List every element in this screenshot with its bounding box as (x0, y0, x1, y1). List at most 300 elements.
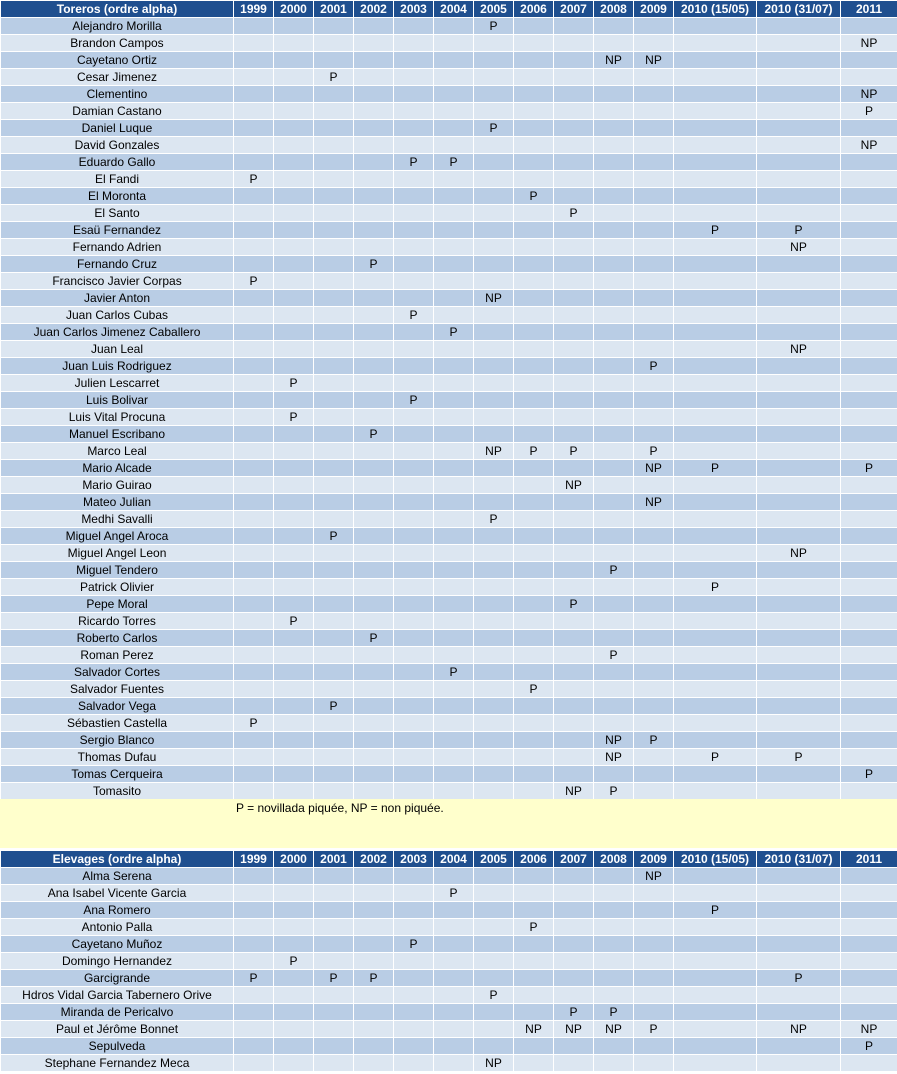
table-cell (394, 919, 434, 936)
table-cell (314, 222, 354, 239)
column-header-year: 2005 (474, 851, 514, 868)
table-row (1, 545, 897, 562)
table-row (1, 375, 897, 392)
table-cell (841, 205, 897, 222)
table-cell: P (394, 392, 434, 409)
table-cell (594, 545, 634, 562)
table-cell (474, 698, 514, 715)
row-name-cell: Salvador Cortes (1, 664, 234, 681)
table-row (1, 307, 897, 324)
row-name-cell: Juan Carlos Cubas (1, 307, 234, 324)
table-cell (234, 103, 274, 120)
table-cell (841, 324, 897, 341)
table-cell (354, 1055, 394, 1072)
row-name-cell: Sergio Blanco (1, 732, 234, 749)
row-name-cell: El Fandi (1, 171, 234, 188)
table-cell: P (234, 715, 274, 732)
table-cell (434, 477, 474, 494)
table-cell (514, 18, 554, 35)
table-cell (354, 409, 394, 426)
table-cell (594, 902, 634, 919)
table-cell (554, 222, 594, 239)
table-cell (474, 86, 514, 103)
row-name-cell: Mateo Julian (1, 494, 234, 511)
table-cell (354, 1038, 394, 1055)
table-cell (594, 392, 634, 409)
column-header-year: 2000 (274, 851, 314, 868)
table-cell: NP (841, 86, 897, 103)
table-cell (234, 681, 274, 698)
table-cell (757, 290, 841, 307)
table-cell (841, 273, 897, 290)
table-cell (514, 732, 554, 749)
table-cell (394, 528, 434, 545)
table-cell (394, 681, 434, 698)
row-name-cell: Damian Castano (1, 103, 234, 120)
table-cell (394, 256, 434, 273)
column-header-year: 2001 (314, 851, 354, 868)
table-cell (234, 392, 274, 409)
table-cell: P (514, 919, 554, 936)
table-cell (634, 562, 674, 579)
table-cell (757, 596, 841, 613)
table-cell (234, 647, 274, 664)
table-cell (554, 120, 594, 137)
table-row (1, 681, 897, 698)
table-cell (354, 358, 394, 375)
table-cell (554, 1055, 594, 1072)
table-cell (674, 1021, 757, 1038)
table-cell (674, 188, 757, 205)
table-cell (514, 154, 554, 171)
table-cell (434, 222, 474, 239)
table-cell (474, 528, 514, 545)
table-cell: P (757, 222, 841, 239)
table-cell (674, 732, 757, 749)
table-cell (634, 86, 674, 103)
column-header-name: Elevages (ordre alpha) (1, 851, 234, 868)
table-cell: P (234, 171, 274, 188)
table-cell (394, 103, 434, 120)
table-cell (841, 18, 897, 35)
column-header-year: 1999 (234, 851, 274, 868)
table-cell: NP (474, 443, 514, 460)
table-cell (434, 137, 474, 154)
table-cell: P (594, 1004, 634, 1021)
table-cell (841, 630, 897, 647)
table-cell: P (394, 307, 434, 324)
table-cell (757, 681, 841, 698)
table-cell (354, 35, 394, 52)
table-cell (594, 1038, 634, 1055)
row-name-cell: Juan Luis Rodriguez (1, 358, 234, 375)
table-cell: NP (634, 868, 674, 885)
table-cell (314, 868, 354, 885)
table-cell (474, 307, 514, 324)
row-name-cell: Cesar Jimenez (1, 69, 234, 86)
table-cell (634, 715, 674, 732)
table-cell (434, 732, 474, 749)
table-cell (474, 885, 514, 902)
table-cell (434, 562, 474, 579)
column-header-year: 2000 (274, 1, 314, 18)
table-row (1, 324, 897, 341)
table-cell (514, 494, 554, 511)
table-row (1, 290, 897, 307)
table-cell (274, 341, 314, 358)
table-cell (514, 307, 554, 324)
table-cell (274, 732, 314, 749)
table-cell (757, 52, 841, 69)
table-cell: P (354, 970, 394, 987)
table-cell (234, 511, 274, 528)
table-cell (274, 1038, 314, 1055)
table-cell (434, 579, 474, 596)
table-row (1, 477, 897, 494)
table-cell (434, 239, 474, 256)
table-cell (554, 902, 594, 919)
table-cell (274, 681, 314, 698)
row-name-cell: Fernando Cruz (1, 256, 234, 273)
table-cell (394, 1055, 434, 1072)
table-cell (594, 1055, 634, 1072)
table-cell (274, 188, 314, 205)
table-cell: NP (634, 494, 674, 511)
table-cell (674, 154, 757, 171)
table-cell (474, 494, 514, 511)
table-cell (841, 307, 897, 324)
table-cell (314, 1021, 354, 1038)
table-cell (514, 358, 554, 375)
table-cell (514, 630, 554, 647)
table-cell (434, 103, 474, 120)
table-cell (474, 749, 514, 766)
table-cell (554, 460, 594, 477)
table-cell (354, 273, 394, 290)
table-cell: P (434, 154, 474, 171)
table-cell (554, 375, 594, 392)
table-cell (674, 120, 757, 137)
table-cell (841, 562, 897, 579)
table-cell (757, 137, 841, 154)
table-cell (594, 613, 634, 630)
table-cell (274, 290, 314, 307)
table-row (1, 460, 897, 477)
table-cell (554, 137, 594, 154)
row-name-cell: Sepulveda (1, 1038, 234, 1055)
table-cell (674, 766, 757, 783)
table-cell (314, 460, 354, 477)
table-cell (474, 137, 514, 154)
table-cell (234, 188, 274, 205)
table-cell (394, 902, 434, 919)
table-cell (841, 528, 897, 545)
table-cell (841, 375, 897, 392)
table-cell (514, 103, 554, 120)
table-cell (354, 579, 394, 596)
table-cell (354, 783, 394, 800)
table-cell (314, 426, 354, 443)
table-cell (314, 307, 354, 324)
table-row (1, 205, 897, 222)
table-cell (234, 120, 274, 137)
table-cell (514, 647, 554, 664)
table-cell (434, 52, 474, 69)
table-cell (554, 392, 594, 409)
table-cell (234, 1004, 274, 1021)
table-cell (554, 273, 594, 290)
table-cell (474, 953, 514, 970)
table-cell (474, 936, 514, 953)
table-cell (474, 392, 514, 409)
table-cell (394, 375, 434, 392)
table-cell (274, 1021, 314, 1038)
table-cell (474, 171, 514, 188)
table-cell (634, 171, 674, 188)
table-cell (514, 52, 554, 69)
table-cell (554, 766, 594, 783)
table-cell (314, 885, 354, 902)
table-cell (634, 766, 674, 783)
table-cell (394, 290, 434, 307)
table-cell (314, 545, 354, 562)
table-cell (594, 103, 634, 120)
table-cell (554, 936, 594, 953)
table-cell (674, 392, 757, 409)
table-cell (354, 1021, 394, 1038)
table-cell (434, 460, 474, 477)
table-cell: P (757, 749, 841, 766)
table-cell (274, 35, 314, 52)
row-name-cell: Clementino (1, 86, 234, 103)
table-cell (674, 86, 757, 103)
table-cell (394, 885, 434, 902)
table-cell (757, 120, 841, 137)
table-cell (514, 324, 554, 341)
table-cell (274, 52, 314, 69)
table-cell (554, 86, 594, 103)
table-cell (314, 749, 354, 766)
table-cell: P (674, 579, 757, 596)
table-cell (394, 698, 434, 715)
table-cell (514, 1038, 554, 1055)
table-cell (314, 494, 354, 511)
table-cell (674, 987, 757, 1004)
table-cell (634, 596, 674, 613)
table-cell (474, 324, 514, 341)
table-cell: P (674, 902, 757, 919)
table-cell (757, 188, 841, 205)
table-cell (354, 392, 394, 409)
table-cell (354, 494, 394, 511)
table-cell (841, 970, 897, 987)
table-cell (354, 205, 394, 222)
row-name-cell: Garcigrande (1, 970, 234, 987)
table-cell (674, 494, 757, 511)
table-cell (841, 647, 897, 664)
table-cell: NP (594, 1021, 634, 1038)
table-cell (634, 953, 674, 970)
table-cell (634, 409, 674, 426)
row-name-cell: Sébastien Castella (1, 715, 234, 732)
row-name-cell: Fernando Adrien (1, 239, 234, 256)
table-cell (314, 783, 354, 800)
table-cell (314, 919, 354, 936)
table-cell: P (841, 766, 897, 783)
column-header-year: 2001 (314, 1, 354, 18)
table-cell (434, 868, 474, 885)
table-cell (841, 494, 897, 511)
row-name-cell: Patrick Olivier (1, 579, 234, 596)
table-row (1, 358, 897, 375)
row-name-cell: Roman Perez (1, 647, 234, 664)
table-cell (594, 307, 634, 324)
table-cell: P (594, 783, 634, 800)
table-cell (514, 69, 554, 86)
table-cell (434, 953, 474, 970)
column-header-year: 2006 (514, 1, 554, 18)
table-cell (514, 766, 554, 783)
column-header-year: 2004 (434, 1, 474, 18)
table-cell (234, 375, 274, 392)
table-cell (757, 307, 841, 324)
row-name-cell: Paul et Jérôme Bonnet (1, 1021, 234, 1038)
table-cell (354, 749, 394, 766)
table-cell (434, 18, 474, 35)
table-cell: P (314, 698, 354, 715)
table-cell (274, 919, 314, 936)
table-cell (634, 1038, 674, 1055)
table-row (1, 222, 897, 239)
table-cell (354, 766, 394, 783)
row-name-cell: Thomas Dufau (1, 749, 234, 766)
table-cell (314, 358, 354, 375)
table-cell (274, 647, 314, 664)
table-cell (634, 902, 674, 919)
row-name-cell: Domingo Hernandez (1, 953, 234, 970)
table-cell (354, 987, 394, 1004)
column-header-year: 2010 (31/07) (757, 851, 841, 868)
table-cell (554, 545, 594, 562)
table-cell (594, 273, 634, 290)
table-cell (354, 562, 394, 579)
table-cell (474, 1021, 514, 1038)
table-cell (234, 324, 274, 341)
table-cell (674, 511, 757, 528)
table-cell (354, 188, 394, 205)
table-cell (674, 698, 757, 715)
table-cell (841, 120, 897, 137)
table-cell (394, 1004, 434, 1021)
table-cell (354, 919, 394, 936)
table-cell (234, 885, 274, 902)
table-cell: P (234, 273, 274, 290)
table-cell (594, 698, 634, 715)
table-cell (841, 596, 897, 613)
table-cell (554, 18, 594, 35)
table-cell (674, 375, 757, 392)
table-cell: P (554, 1004, 594, 1021)
table-cell (554, 681, 594, 698)
table-cell (634, 290, 674, 307)
table-cell (394, 443, 434, 460)
table-cell (514, 460, 554, 477)
table-cell (841, 290, 897, 307)
table-cell (841, 239, 897, 256)
table-cell (434, 936, 474, 953)
table-cell (394, 647, 434, 664)
table-cell (554, 630, 594, 647)
table-cell (394, 120, 434, 137)
table-cell (354, 154, 394, 171)
table-cell (274, 443, 314, 460)
table-row (1, 137, 897, 154)
table-cell (634, 1055, 674, 1072)
table-cell (474, 256, 514, 273)
table-cell (354, 103, 394, 120)
table-cell (554, 290, 594, 307)
table-cell (514, 137, 554, 154)
table-cell (434, 188, 474, 205)
table-cell (474, 103, 514, 120)
table-cell (394, 987, 434, 1004)
table-row (1, 273, 897, 290)
table-cell (634, 188, 674, 205)
table-cell (594, 919, 634, 936)
row-name-cell: El Santo (1, 205, 234, 222)
table-cell (434, 698, 474, 715)
table-cell (434, 256, 474, 273)
table-cell (841, 154, 897, 171)
table-cell (234, 987, 274, 1004)
table-cell (474, 868, 514, 885)
table-cell (634, 154, 674, 171)
table-cell (634, 426, 674, 443)
column-header-year: 2011 (841, 851, 897, 868)
table-cell (841, 341, 897, 358)
table-cell: NP (594, 732, 634, 749)
table-cell (757, 205, 841, 222)
table-cell: NP (841, 35, 897, 52)
table-cell (757, 766, 841, 783)
table-cell (394, 52, 434, 69)
table-cell (674, 69, 757, 86)
table-cell (354, 52, 394, 69)
table-cell (757, 426, 841, 443)
table-cell (274, 137, 314, 154)
table-cell (554, 562, 594, 579)
table-cell (474, 188, 514, 205)
table-cell (354, 664, 394, 681)
table-cell (474, 579, 514, 596)
table-cell (394, 86, 434, 103)
column-header-year: 2008 (594, 1, 634, 18)
table-cell (394, 732, 434, 749)
table-cell (354, 460, 394, 477)
table-cell (234, 528, 274, 545)
table-cell (674, 868, 757, 885)
column-header-name: Toreros (ordre alpha) (1, 1, 234, 18)
table-cell (514, 1055, 554, 1072)
table-cell (514, 290, 554, 307)
table-cell (474, 545, 514, 562)
table-cell (434, 171, 474, 188)
table-cell: P (354, 426, 394, 443)
table-cell (314, 35, 354, 52)
table-cell (757, 732, 841, 749)
table-cell (757, 715, 841, 732)
table-cell (234, 732, 274, 749)
